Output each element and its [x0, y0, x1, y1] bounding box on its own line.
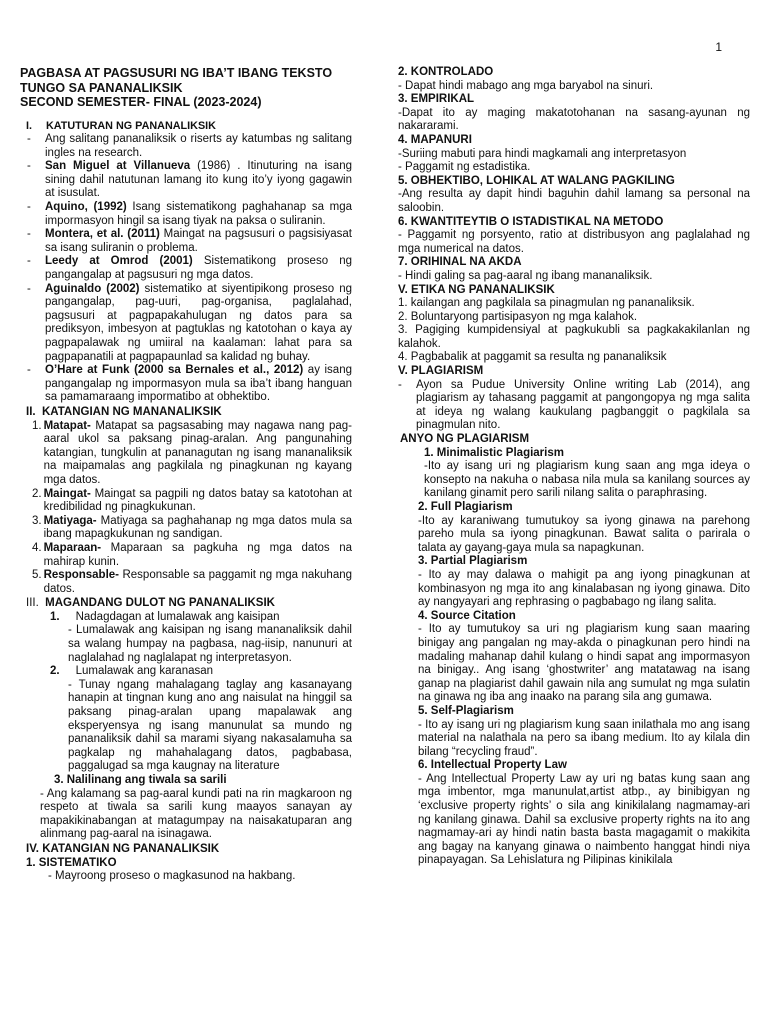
list-item-text: ay isang pangangalap ng impormasyon mula sa iba’t ibang hanguan sa pamamaraang impormatibo at obhektibo.	[45, 364, 352, 404]
section-heading-plagiarism: V. PLAGIARISM	[398, 365, 484, 378]
item-number: 1.	[50, 610, 60, 623]
document-title-line-1: PAGBASA AT PAGSUSURI NG IBA’T IBANG TEKSTO	[20, 66, 333, 80]
term: Maparaan-	[43, 541, 102, 554]
item-title: Nadagdagan at lumalawak ang kaisipan	[75, 610, 280, 623]
list-item	[398, 379, 750, 433]
item-description: - Tunay ngang mahalagang taglay ang kasanayang hanapin at tingnan kung ano ang naisulat na hinggil sa paksang pinag-aralan upang mapalawak ang eksperyensya ng isang manunulat sa mundo ng pananaliksik dahil sa marami siyang nakasalamuha sa pagkalap ng mahahalagang datos, pagbabasa, paggalugad sa mga kaugnay na literature	[68, 678, 352, 773]
section-title: KATANGIAN NG PANANALIKSIK	[42, 842, 220, 855]
paragraph: - Ito ay tumutukoy sa uri ng plagiarism kung saan maaring binigay ang pangalan ng may-akda o pinagkunan pero hindi na madaling mahanap dahil kulang o hindi sapat ang impormasyon na binigay.. Ang isang ‘ghostwriter’ ang matatawag na isang ganap na plagiarist dahil gawain nila ang sumulat ng mga sulatin na ginawa ng iba ang inaako na parang sila ang gumawa.	[418, 623, 750, 704]
item-number: 2.	[50, 665, 60, 678]
list-item: 2. Boluntaryong partisipasyon ng mga kalahok.	[398, 310, 638, 323]
list-item-text: Ang salitang pananaliksik o riserts ay katumbas ng salitang ingles na research.	[45, 133, 352, 159]
list-item: - Ang salitang pananaliksik o riserts ay katumbas ng salitang ingles na research.	[27, 133, 352, 159]
document-title-line-3: SECOND SEMESTER- FINAL (2023-2024)	[20, 95, 262, 109]
section-heading-magandang-dulot	[20, 597, 352, 611]
subheading: 5. OBHEKTIBO, LOHIKAL AT WALANG PAGKILING	[398, 174, 675, 187]
list-item: 4. Pagbabalik at paggamit sa resulta ng pananaliksik	[398, 351, 667, 364]
list-item-text: Matiyaga sa paghahanap ng mga datos mula sa ibang mapagkukunan ng sandigan.	[43, 514, 352, 541]
subheading: 5. Self-Plagiarism	[418, 704, 514, 717]
term: Maingat-	[43, 487, 91, 500]
term: Responsable-	[43, 569, 120, 582]
list-item	[20, 569, 352, 596]
item-number: 1.	[32, 419, 42, 432]
section-title: KATANGIAN NG MANANALIKSIK	[41, 405, 222, 418]
list-item-text: Maingat na pagsusuri o pagsisiyasat sa isang suliranin o problema.	[45, 228, 352, 254]
term: Matapat-	[43, 419, 91, 432]
left-column	[20, 66, 352, 884]
paragraph: - Ang Intellectual Property Law ay uri ng batas kung saan ang mga imbentor, mga manunulat,artist atbp., ay binibigyan ng ‘exclusive property rights’ o sila ang kinikilalang nagmamay-ari ng kanilang ginawa. Dahil sa exclusive property rights na ito ang nagmamay-ari ay hindi natin basta basta magagamit o makikita ang bagay na kanyang ginawa o naimbento hanggat hindi niya pinapayagan. Sa Lehislatura ng Pilipinas kinikilala	[418, 772, 750, 867]
list-item-text: Maingat sa pagpili ng datos batay sa katotohan at kredibilidad ng pinagkukunan.	[43, 487, 352, 514]
item-description: - Ang kalamang sa pag-aaral kundi pati na rin magkaroon ng respeto at tiwala sa sarili kung maayos sanayan ay mapakikinabangan at matagumpay na naisakatuparan ang alinmang pag-aaral na isinagawa.	[40, 787, 352, 841]
subheading: 3. Partial Plagiarism	[418, 555, 528, 568]
author-name: O’Hare at Funk (2000 sa Bernales et al., 2012)	[45, 364, 304, 377]
list-item: 3. Pagiging kumpidensiyal at pagkukubli sa pagkakakilanlan ng kalahok.	[398, 324, 750, 350]
paragraph: -Ito ay karaniwang tumutukoy sa iyong ginawa na parehong pareho mula sa iyong pinagkunan. Bawat salita o parirala o talata ay gayang-gaya mula sa napagkunan.	[418, 514, 750, 554]
item-description: - Lumalawak ang kaisipan ng isang mananaliksik dahil sa walang humpay na pagbasa, nag-iisip, nanunuri at naglalahad ng naglalapat ng interpretasyon.	[68, 624, 352, 664]
bullet: -	[398, 378, 402, 391]
subheading: 6. Intellectual Property Law	[418, 759, 567, 772]
subheading: 3. EMPIRIKAL	[398, 93, 475, 106]
section-heading-katangian-pananaliksik	[20, 843, 352, 857]
paragraph: -Suriing mabuti para hindi magkamali ang interpretasyon	[398, 147, 687, 160]
section-number: II.	[26, 405, 36, 418]
paragraph: - Hindi galing sa pag-aaral ng ibang mananaliksik.	[398, 269, 653, 282]
item-number: 2.	[32, 487, 42, 500]
list-item: - San Miguel at Villanueva (1986) . Itinuturing na isang sining dahil natutunan lamang ito kung ito’y iyong gagawin at isusulat.	[27, 160, 352, 200]
subheading: 1. Minimalistic Plagiarism	[424, 446, 564, 459]
right-column	[398, 66, 750, 868]
subheading: 4. MAPANURI	[398, 133, 472, 146]
list-item-text: Maparaan sa pagkuha ng mga datos na mahirap kunin.	[43, 541, 352, 568]
section-number: III.	[26, 597, 39, 610]
list-item: - Aquino, (1992) Isang sistematikong paghahanap sa mga impormasyon hingil sa isang tiyak na paksa o suliranin.	[27, 201, 353, 227]
list-item	[20, 515, 352, 542]
list-item-text: Matapat sa pagsasabing may nagawa nang pag-aaral ukol sa paksang pinag-aralan. Ang pangunahing katangian, tungkulin at pananagutan ng isang mananaliksik na maipamalas ang pagkilala ng pinagkunan ng kayang mga datos.	[43, 419, 352, 486]
list-item	[20, 542, 352, 569]
author-name: Montera, et al. (2011)	[45, 228, 160, 241]
paragraph: -Dapat ito ay maging makatotohanan na sasang-ayunan ng nakararami.	[398, 106, 750, 133]
paragraph: - Paggamit ng porsyento, ratio at distribusyon ang paglalahad ng mga numerical na datos.	[398, 229, 750, 255]
subheading: 2. KONTROLADO	[398, 66, 494, 78]
author-name: Aguinaldo (2002)	[45, 282, 140, 295]
paragraph: -Ang resulta ay dapit hindi baguhin dahil lamang sa personal na saloobin.	[398, 188, 750, 214]
list-item: 1. kailangan ang pagkilala sa pinagmulan ng pananaliksik.	[398, 297, 695, 310]
section-heading-etika: V. ETIKA NG PANANALIKSIK	[398, 283, 555, 296]
section-number: IV.	[26, 842, 40, 855]
item-title: Lumalawak ang karanasan	[75, 665, 214, 678]
list-item: - Aguinaldo (2002) sistematiko at siyentipikong proseso ng pangangalap, pag-uuri, pag-organisa, paglalahad, pagsusuri at pagpapakahulugan ng datos para sa prediksyon, imbesyon at pagtuklas ng katotohan o kaya ay pagpapalawak ng umiiral na kaalaman: lahat para sa pagpapanatili at pagpapaunlad sa kalidad ng buhay.	[27, 282, 352, 363]
list-item: - Leedy at Omrod (2001) Sistematikong proseso ng pangangalap at pagsusuri ng mga datos.	[27, 255, 352, 282]
list-item	[20, 665, 352, 679]
subheading: 2. Full Plagiarism	[418, 501, 513, 513]
list-item: 1. SISTEMATIKO	[26, 856, 117, 869]
author-name: Aquino, (1992)	[45, 201, 127, 214]
list-item: - Montera, et al. (2011) Maingat na pagsusuri o pagsisiyasat sa isang suliranin o problema.	[27, 228, 352, 254]
term: Matiyaga-	[43, 514, 97, 527]
paragraph: - Ito ay may dalawa o mahigit pa ang iyong pinagkunan at kombinasyon ng mga ito ang kinalabasan ng iyong ginawa. Dito ay nangyayari ang rephrasing o pagbabago ng ilang salita.	[418, 568, 750, 609]
subheading: 7. ORIHINAL NA AKDA	[398, 256, 522, 269]
paragraph: -Ito ay isang uri ng plagiarism kung saan ang mga ideya o konsepto na nakuha o nabasa nila mula sa kanilang sources ay kanilang ginamit pero sarili nilang salita o paraphrasing.	[424, 460, 750, 500]
page-number: 1	[715, 40, 722, 54]
document-title-line-2: TUNGO SA PANANALIKSIK	[20, 80, 183, 95]
paragraph: - Ito ay isang uri ng plagiarism kung saan inilathala mo ang isang material na nalathala na pero sa ibang medium. Ito ay kilala din bilang “recycling fraud”.	[418, 718, 750, 758]
list-item-text: Sistematikong proseso ng pangangalap at pagsusuri ng mga datos.	[45, 255, 352, 282]
item-description: - Mayroong proseso o magkasunod na hakbang.	[48, 870, 296, 883]
list-item-text: Responsable sa paggamit ng mga nakuhang datos.	[43, 569, 352, 595]
item-number: 3.	[32, 514, 42, 527]
author-name: Leedy at Omrod (2001)	[45, 255, 193, 268]
list-item	[20, 420, 352, 488]
paragraph: - Dapat hindi mabago ang mga baryabol na sinuri.	[398, 79, 654, 92]
section-heading-katuturan	[20, 120, 352, 134]
section-title: KATUTURAN NG PANANALIKSIK	[46, 119, 216, 132]
section-title: MAGANDANG DULOT NG PANANALIKSIK	[45, 597, 275, 610]
item-number: 4.	[32, 541, 42, 554]
list-item: 3. Nalilinang ang tiwala sa sarili	[54, 774, 227, 786]
list-item-text: Isang sistematikong paghahanap sa mga impormasyon hingil sa isang tiyak na paksa o suliranin.	[45, 201, 353, 227]
list-item: - O’Hare at Funk (2000 sa Bernales et al., 2012) ay isang pangangalap ng impormasyon mula sa iba’t ibang hanguan sa pamamaraang impormatibo at obhektibo.	[27, 364, 352, 404]
paragraph: - Paggamit ng estadistika.	[398, 161, 531, 174]
subheading: 6. KWANTITEYTIB O ISTADISTIKAL NA METODO	[398, 215, 664, 228]
item-number: 5.	[32, 569, 42, 582]
subheading: 4. Source Citation	[418, 609, 516, 622]
author-name: San Miguel at Villanueva	[45, 160, 191, 173]
list-item	[20, 488, 352, 515]
section-number: I.	[26, 119, 32, 132]
list-item-text: sistematiko at siyentipikong proseso ng pangangalap, pag-uuri, pag-organisa, paglalahad, pagsusuri at pagpapakahulugan ng datos para sa prediksyon, imbesyon at pagtuklas ng katotohan o kaya ay pagpapalawak ng umiiral na kaalaman: lahat para sa pagpapanatili at pagpapaunlad sa kalidad ng buhay.	[45, 282, 352, 363]
section-heading-katangian-mananaliksik	[20, 406, 352, 420]
list-item-text: (1986) . Itinuturing na isang sining dahil natutunan lamang ito kung ito’y iyong gagawin at isusulat.	[45, 160, 352, 200]
list-item	[20, 611, 352, 625]
subheading-anyo: ANYO NG PLAGIARISM	[400, 433, 530, 446]
paragraph: Ayon sa Pudue University Online writing Lab (2014), ang plagiarism ay tahasang paggamit at pangongopya ng mga salita at ideya ng walang kaukulang pagbanggit o pagkilala sa pinagmulan nito.	[416, 378, 750, 432]
